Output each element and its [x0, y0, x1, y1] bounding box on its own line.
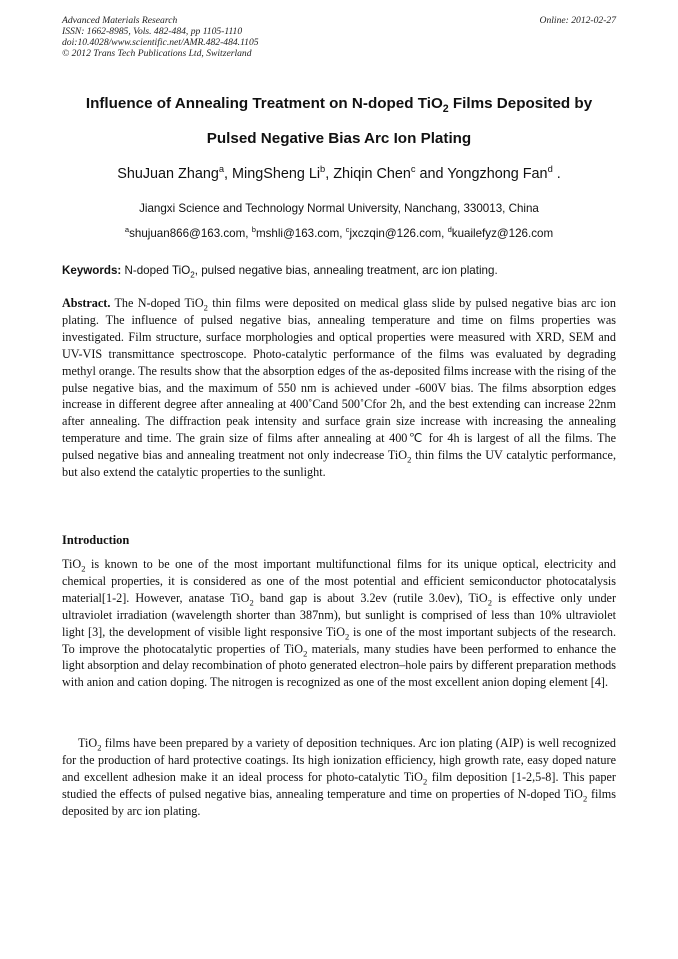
author-emails: $^a$shujuan866@163.com, $^b$mshli@163.com, $^c$jxczqin@126.com, $^d$kuailefyz@126.com [124, 225, 554, 240]
journal-name: Advanced Materials Research [62, 15, 178, 26]
affiliation: Jiangxi Science and Technology Normal University, Nanchang, 330013, China [139, 202, 539, 215]
title-line-2: Pulsed Negative Bias Arc Ion Plating [206, 130, 472, 147]
introduction-heading: Introduction [62, 533, 130, 547]
intro-paragraph-1: TiO$_2$ is known to be one of the most important multifunctional films for its unique optical, electricity and chemical properties, it is considered as one of the most potential and efficient semiconductor photocatalysis material[1-2]. However, anatase TiO$_2$ band gap is about 3.2ev (rutile 3.0ev), TiO$_2$ is effective only under ultraviolet irradiation (wavelength shorter than 387nm), but sunlight is comprised of less than 10% ultraviolet light [3], the development of visible light responsive TiO$_2$ is one of the most important subjects of the research. To improve the photocatalytic properties of TiO$_2$ materials, many studies have been performed to enhance the light absorption and delay recombination of photo generated electron–hole pairs by different preparation methods with anion and cation doping. The nitrogen is recognized as one of the most excellent anion doping element [4]. [62, 557, 617, 690]
author-list: ShuJuan Zhang$^a$, MingSheng Li$^b$, Zhiqin Chen$^c$ and Yongzhong Fan$^d$ . [117, 164, 561, 182]
online-date: Online: 2012-02-27 [539, 15, 616, 26]
intro-paragraph-2: TiO$_2$ films have been prepared by a variety of deposition techniques. Arc ion plating (AIP) is well recognized for the production of hard protective coatings. Its high ionization efficiency, high growth rate, easy doped nature and excellent adhesion make it an ideal process for photo-catalytic TiO$_2$ film deposition [1-2,5-8]. This paper studied the effects of pulsed negative bias, annealing temperature and time on properties of N-doped TiO$_2$ films deposited by arc ion plating. [62, 736, 616, 818]
abstract-label: Abstract. [62, 296, 111, 310]
issn-line: ISSN: 1662-8985, Vols. 482-484, pp 1105-1110 [62, 26, 243, 37]
doi-line: doi:10.4028/www.scientific.net/AMR.482-484.1105 [62, 37, 259, 48]
copyright-line: © 2012 Trans Tech Publications Ltd, Switzerland [62, 48, 252, 59]
title-line-1: Influence of Annealing Treatment on N-doped TiO$_2$ Films Deposited by [85, 95, 593, 116]
paper-title [30, 86, 648, 156]
journal-header [62, 15, 616, 59]
abstract: Abstract. The N-doped TiO$_2$ thin films were deposited on medical glass slide by pulsed negative bias arc ion plating. The influence of pulsed negative bias, annealing temperature and time on films properties was investigated. Film structure, surface morphologies and optical properties were measured with XRD, SEM and UV-VIS transmittance spectroscope. Photo-catalytic performance of the films was evaluated by degrading methyl orange. The results show that the absorption edges of the as-deposited films increase with the rising of the pulse negative bias, and the maximum of 550 nm is achieved under -600V bias. The films absorption edges increase in different degree after annealing at 400˚Cand 500˚Cfor 2h, and the best extending can increase 22nm after annealing. The diffraction peak intensity and surface grain size increase with increasing the annealing temperature and time. The grain size of films after annealing at 400℃ for 4h is largest of all the films. The pulsed negative bias and annealing treatment not only indecrease TiO$_2$ thin films the UV catalytic performance, but also extend the catalytic properties to the sunlight. [62, 296, 616, 480]
keywords-label: Keywords: [62, 264, 122, 277]
keywords: Keywords: N-doped TiO$_2$, pulsed negative bias, annealing treatment, arc ion plating. [62, 264, 498, 280]
